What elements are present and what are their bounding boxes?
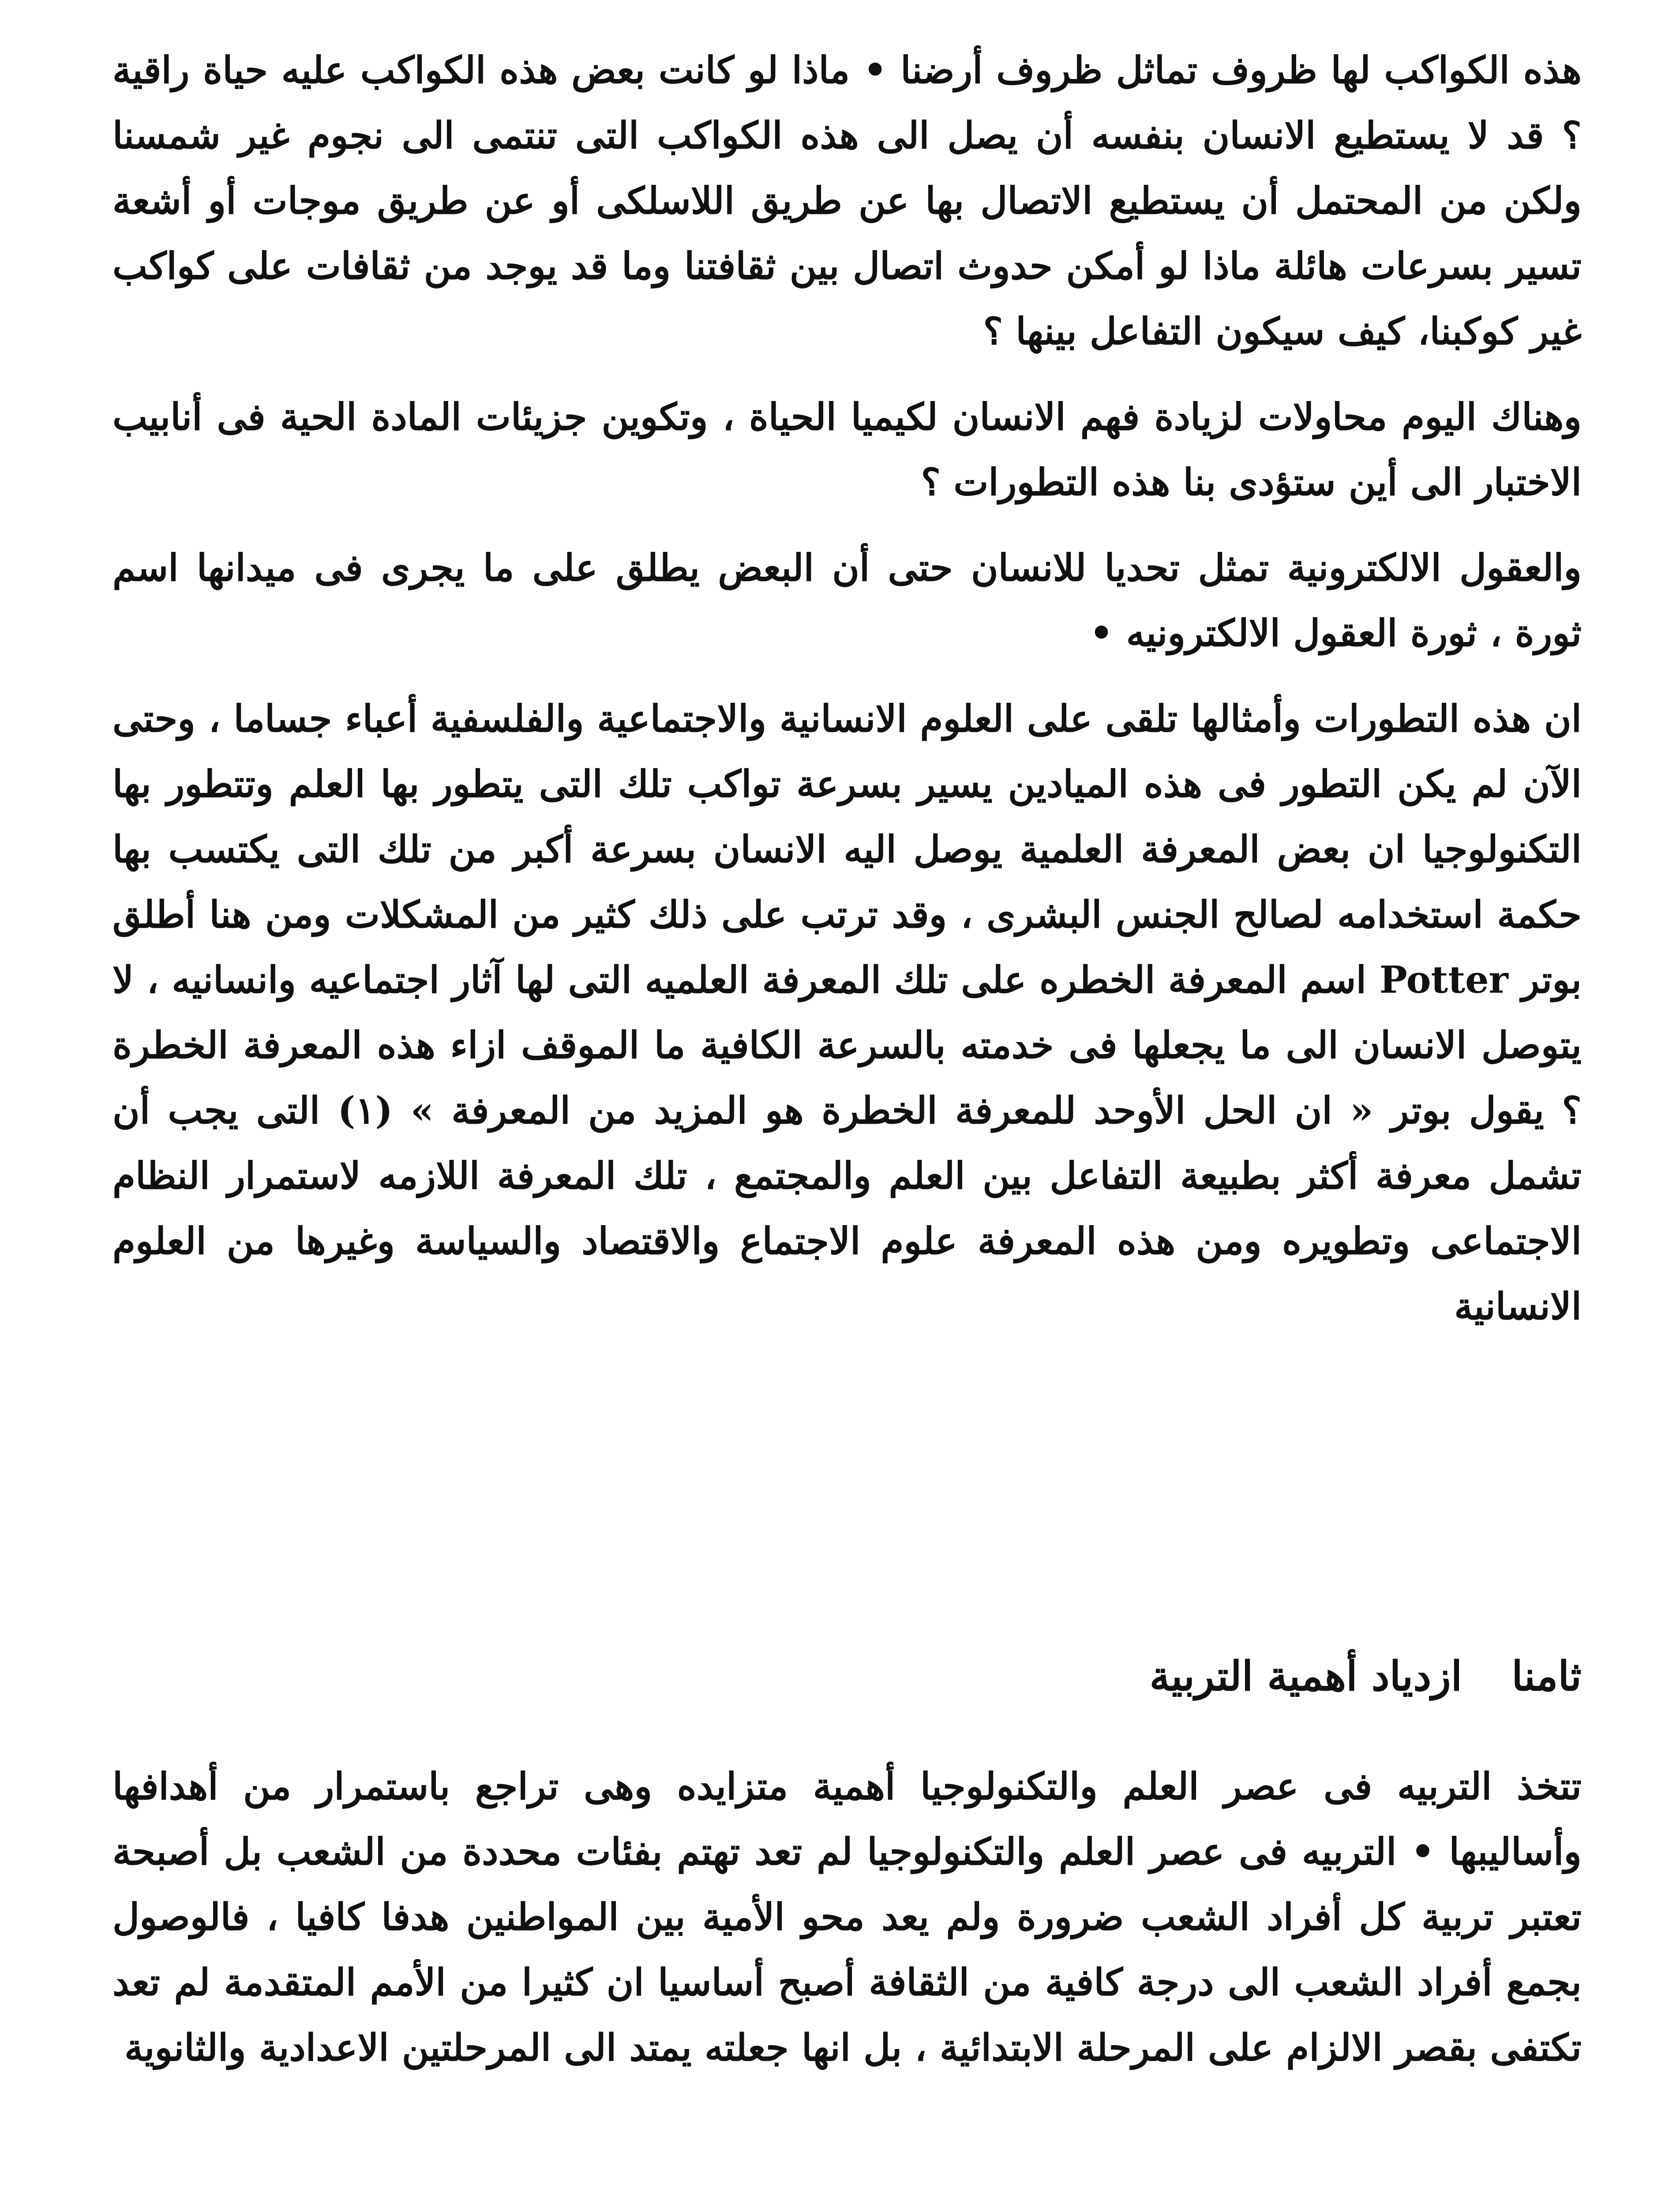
section-heading	[112, 1652, 1582, 1700]
section-title: ازدياد أهمية التربية	[1149, 1652, 1462, 1700]
bottom-text-block	[112, 1754, 1582, 2080]
paragraph-2: وهناك اليوم محاولات لزيادة فهم الانسان لكيميا الحياة ، وتكوين جزيئات المادة الحية فى أنابيب الاختبار الى أين ستؤدى بنا هذه التطورات ؟	[112, 395, 1582, 504]
paragraph-1: هذه الكواكب لها ظروف تماثل ظروف أرضنا • ماذا لو كانت بعض هذه الكواكب عليه حياة راقية ؟ قد لا يستطيع الانسان بنفسه أن يصل الى هذه الكواكب التى تنتمى الى نجوم غير شمسنا ولكن من المحتمل أن يستطيع الاتصال بها عن طريق اللاسلكى أو عن طريق موجات أو أشعة تسير بسرعات هائلة ماذا لو أمكن حدوث اتصال بين ثقافتنا وما قد يوجد من ثقافات على كواكب غير كوكبنا، كيف سيكون التفاعل بينها ؟	[112, 48, 1582, 353]
paragraph-3: والعقول الالكترونية تمثل تحديا للانسان حتى أن البعض يطلق على ما يجرى فى ميدانها اسم ثورة ، ثورة العقول الالكترونيه •	[112, 546, 1582, 655]
paragraph-5: تتخذ التربيه فى عصر العلم والتكنولوجيا أهمية متزايده وهى تراجع باستمرار من أهدافها وأساليبها • التربيه فى عصر العلم والتكنولوجيا لم تعد تهتم بفئات محددة من الشعب بل أصبحة تعتبر تربية كل أفراد الشعب ضرورة ولم يعد محو الأمية بين المواطنين هدفا كافيا ، فالوصول بجمع أفراد الشعب الى درجة كافية من الثقافة أصبح أساسيا ان كثيرا من الأمم المتقدمة لم تعد تكتفى بقصر الالزام على المرحلة الابتدائية ، بل انها جعلته يمتد الى المرحلتين الاعدادية والثانوية	[112, 1764, 1582, 2069]
paragraph-4: ان هذه التطورات وأمثالها تلقى على العلوم الانسانية والاجتماعية والفلسفية أعباء جساما ، وحتى الآن لم يكن التطور فى هذه الميادين يسير بسرعة تواكب تلك التى يتطور بها العلم وتتطور بها التكنولوجيا ان بعض المعرفة العلمية يوصل اليه الانسان بسرعة أكبر من تلك التى يكتسب بها حكمة استخدامه لصالح الجنس البشرى ، وقد ترتب على ذلك كثير من المشكلات ومن هنا أطلق بوتر Potter اسم المعرفة الخطره على تلك المعرفة العلميه التى لها آثار اجتماعيه وانسانيه ، لا يتوصل الانسان الى ما يجعلها فى خدمته بالسرعة الكافية ما الموقف ازاء هذه المعرفة الخطرة ؟ يقول بوتر « ان الحل الأوحد للمعرفة الخطرة هو المزيد من المعرفة » (١) التى يجب أن تشمل معرفة أكثر بطبيعة التفاعل بين العلم والمجتمع ، تلك المعرفة اللازمه لاستمرار النظام الاجتماعى وتطويره ومن هذه المعرفة علوم الاجتماع والاقتصاد والسياسة وغيرها من العلوم الانسانية	[112, 697, 1582, 1328]
section-number: ثامنا	[1511, 1652, 1582, 1700]
top-text-block	[112, 38, 1582, 1339]
